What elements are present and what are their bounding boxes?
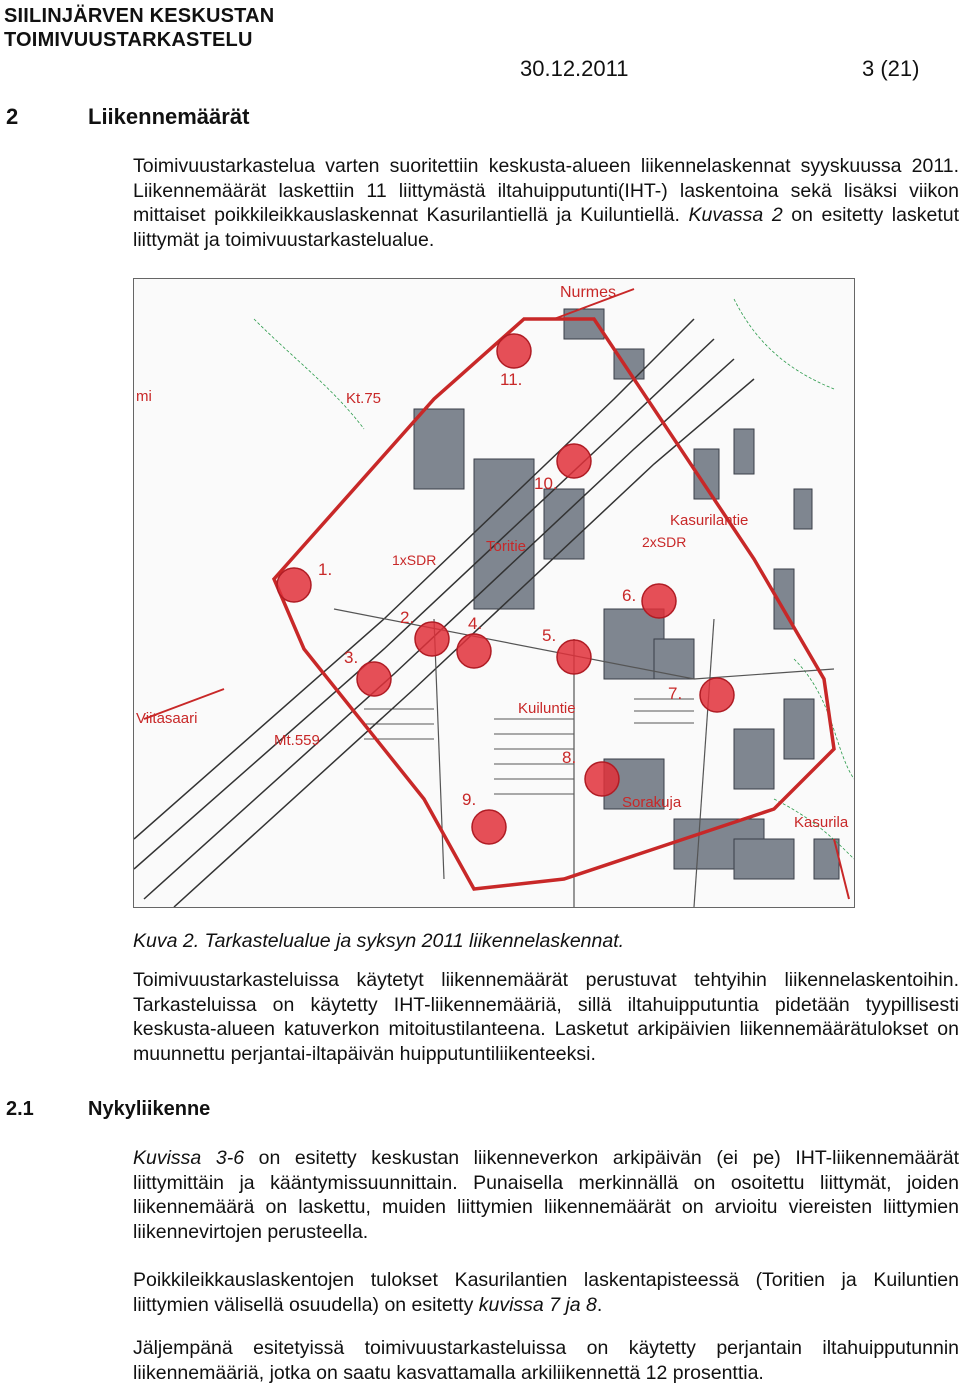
- count-point-5: [557, 640, 591, 674]
- count-point-10: [557, 444, 591, 478]
- label-mi: mi: [136, 388, 152, 405]
- label-mt559: Mt.559: [274, 732, 320, 749]
- subsection-number: 2.1: [6, 1098, 34, 1120]
- header-document-title: TOIMIVUUSTARKASTELU: [4, 29, 253, 51]
- intro-text-a: Toimivuustarkastelua varten suoritettiin keskusta-alueen liikennelaskennat syyskuussa 2011. Liikennemäärät laskettiin 11 liittymästä iltahuipputunti(IHT-) laskentoina sekä lisäksi viikon mittaiset poikkileikkauslaskennat Kasurilantiellä ja Kuiluntiellä.: [133, 155, 959, 226]
- label-kasurilantie: Kasurilantie: [670, 512, 749, 529]
- count-label-4: 4.: [468, 614, 483, 633]
- count-label-11: 11.: [500, 370, 523, 389]
- count-label-2: 2.: [400, 608, 415, 627]
- figures-reference: Kuvissa 3-6: [133, 1147, 245, 1169]
- map-figure: [134, 279, 854, 907]
- current-traffic-paragraph: [133, 1146, 959, 1244]
- section-title: Liikennemäärät: [88, 104, 250, 129]
- label-nurmes: Nurmes: [560, 284, 617, 301]
- label-sorakuja: Sorakuja: [622, 794, 682, 811]
- figure-caption: Kuva 2. Tarkastelualue ja syksyn 2011 liikennelaskennat.: [133, 930, 625, 952]
- count-point-4: [457, 634, 491, 668]
- intro-text-b: on esitetty lasketut liittymät ja toimivuustarkastelualue.: [133, 204, 960, 251]
- subsection-title: Nykyliikenne: [88, 1098, 211, 1120]
- label-viitasaari: Viitasaari: [136, 710, 198, 727]
- count-label-7: 7.: [668, 684, 683, 703]
- method-paragraph: Toimivuustarkasteluissa käytetyt liikennemäärät perustuvat tehtyihin liikennelaskentoihin. Tarkasteluissa on käytetty IHT-liikennemääriä, sillä iltahuipputuntia pidetään tyypillisesti keskusta-alueen katuverkon mitoitustilanteena. Lasketut arkipäivien liikennemäärätulokset on muunnettu perjantai-iltapäivän huipputuntiliikenteeksi.: [133, 969, 959, 1065]
- count-label-1: 1.: [318, 560, 333, 579]
- label-1xsdr: 1xSDR: [392, 552, 437, 568]
- header-page-number: 3 (21): [862, 56, 920, 81]
- count-point-2: [415, 622, 449, 656]
- crosssection-figure-reference: kuvissa 7 ja 8: [478, 1293, 597, 1316]
- section-number: 2: [6, 104, 19, 129]
- count-point-6: [642, 584, 676, 618]
- count-point-1: [277, 568, 311, 602]
- crosssection-text-b: .: [596, 1293, 603, 1316]
- study-area-map: [133, 278, 855, 908]
- label-kuiluntie: Kuiluntie: [518, 700, 576, 717]
- count-label-10: 10.: [534, 474, 558, 493]
- intro-paragraph: [133, 154, 959, 252]
- count-label-9: 9.: [462, 790, 477, 809]
- label-2xsdr: 2xSDR: [642, 534, 687, 550]
- count-point-7: [700, 678, 734, 712]
- label-kasurila: Kasurila: [794, 814, 849, 831]
- count-point-11: [497, 334, 531, 368]
- current-traffic-text: on esitetty keskustan liikenneverkon arkipäivän (ei pe) IHT-liikennemäärät liittymittäin ja kääntymissuunnittain. Punaisella merkinnällä on osoitettu liittymät, joiden liikennemäärä on laskettu, muiden liittymien liikennemäärät on arvioitu viereisten liittymien liikennevirtojen perusteella.: [133, 1147, 959, 1243]
- label-kt75: Kt.75: [346, 390, 382, 407]
- count-label-6: 6.: [622, 586, 637, 605]
- count-point-8: [585, 762, 619, 796]
- count-point-9: [472, 810, 506, 844]
- label-toritie: Toritie: [486, 538, 527, 555]
- header-date: 30.12.2011: [520, 56, 629, 81]
- count-label-5: 5.: [542, 626, 557, 645]
- figure-reference: Kuvassa 2: [688, 204, 783, 226]
- count-point-3: [357, 662, 391, 696]
- friday-traffic-paragraph: Jäljempänä esitetyissä toimivuustarkasteluissa on käytetty perjantain iltahuipputunnin liikennemääriä, jotka on saatu kasvattamalla arkiliikennettä 12 prosenttia.: [133, 1337, 959, 1384]
- header-organization: SIILINJÄRVEN KESKUSTAN: [4, 5, 275, 27]
- crosssection-paragraph: [133, 1268, 959, 1317]
- count-label-3: 3.: [344, 648, 359, 667]
- count-label-8: 8.: [562, 748, 577, 767]
- crosssection-text-a: Poikkileikkauslaskentojen tulokset Kasurilantien laskentapisteessä (Toritien ja Kuiluntien liittymien välisellä osuudella) on esitetty: [133, 1269, 959, 1316]
